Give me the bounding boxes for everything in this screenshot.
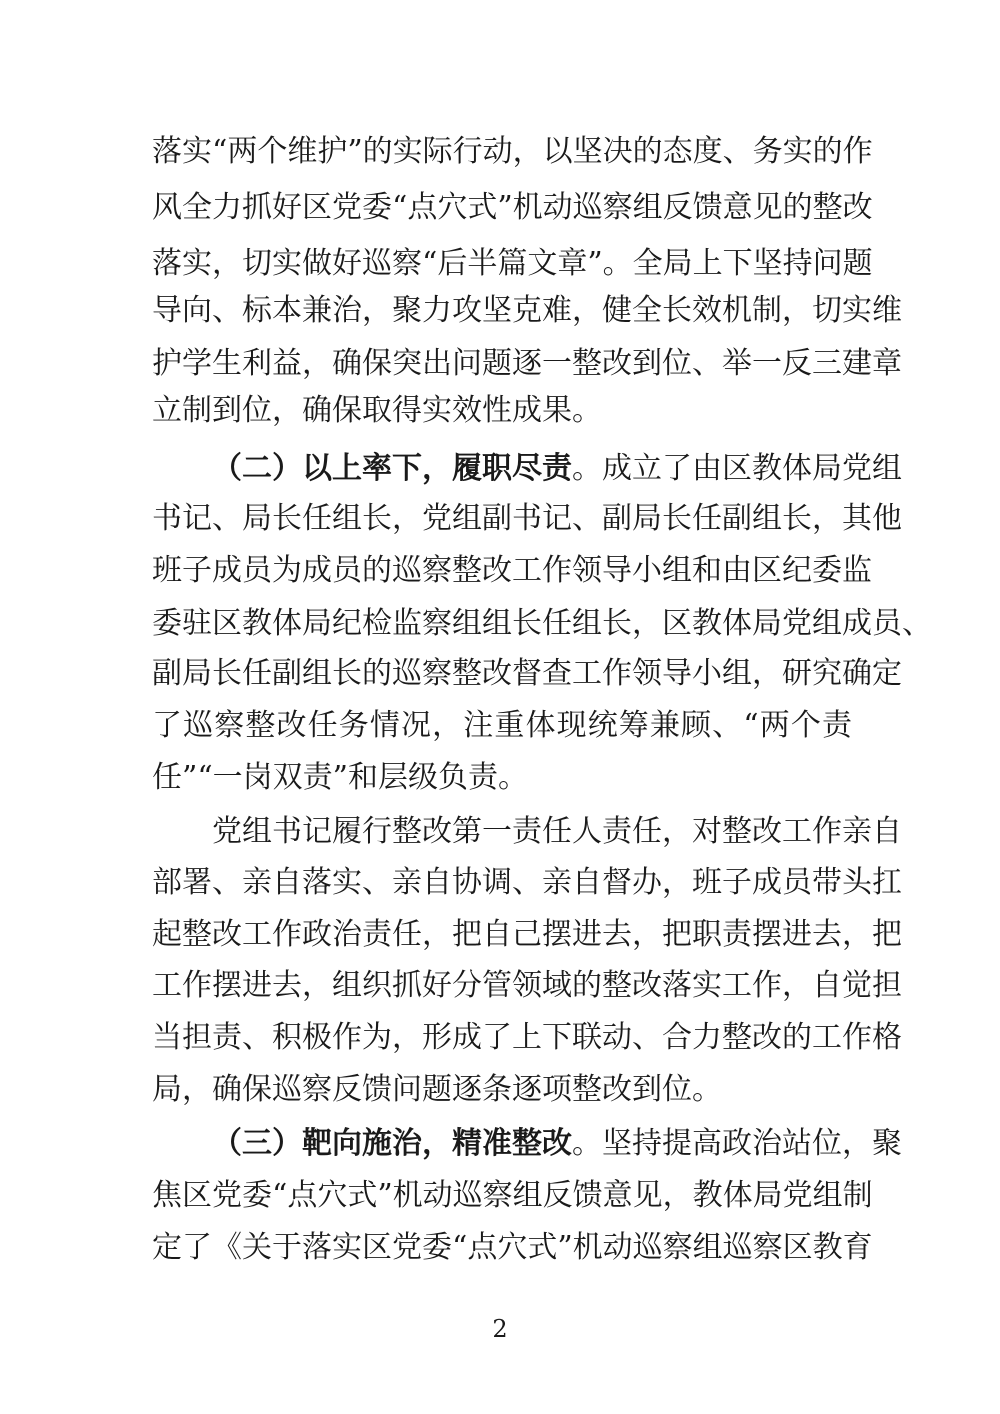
- section-heading-line: [212, 443, 902, 495]
- body-text-line: 部署、亲自落实、亲自协调、亲自督办，班子成员带头扛: [152, 865, 902, 900]
- body-text-line: 立制到位，确保取得实效性成果。: [152, 393, 602, 428]
- body-text-line: 当担责、积极作为，形成了上下联动、合力整改的工作格: [152, 1020, 902, 1055]
- body-text: 。坚持提高政治站位，聚: [572, 1126, 902, 1161]
- section-heading-line: [212, 1118, 902, 1170]
- body-text-line: 任”“一岗双责”和层级负责。: [152, 760, 529, 795]
- body-text-line: 班子成员为成员的巡察整改工作领导小组和由区纪委监: [152, 553, 872, 588]
- body-text-line: 落实“两个维护”的实际行动，以坚决的态度、务实的作: [152, 134, 873, 169]
- body-text-line: 了巡察整改任务情况，注重体现统筹兼顾、“两个责: [152, 708, 852, 743]
- body-text-line: 工作摆进去，组织抓好分管领域的整改落实工作，自觉担: [152, 968, 902, 1003]
- body-text-line: 党组书记履行整改第一责任人责任，对整改工作亲自: [212, 814, 902, 849]
- body-text-line: 书记、局长任组长，党组副书记、副局长任副组长，其他: [152, 501, 902, 536]
- body-text-line: 局，确保巡察反馈问题逐条逐项整改到位。: [152, 1072, 722, 1107]
- body-text-line: 定了《关于落实区党委“点穴式”机动巡察组巡察区教育: [152, 1230, 873, 1265]
- section-heading: （二）以上率下，履职尽责: [212, 451, 572, 486]
- body-text-line: 委驻区教体局纪检监察组组长任组长，区教体局党组成员、: [152, 606, 932, 641]
- page-number: 2: [492, 1315, 508, 1343]
- body-text-line: 风全力抓好区党委“点穴式”机动巡察组反馈意见的整改: [152, 190, 873, 225]
- body-text-line: 副局长任副组长的巡察整改督查工作领导小组，研究确定: [152, 656, 902, 691]
- body-text-line: 护学生利益，确保突出问题逐一整改到位、举一反三建章: [152, 346, 902, 381]
- body-text-line: 落实，切实做好巡察“后半篇文章”。全局上下坚持问题: [152, 246, 873, 281]
- body-text-line: 导向、标本兼治，聚力攻坚克难，健全长效机制，切实维: [152, 293, 902, 328]
- body-text-line: 起整改工作政治责任，把自己摆进去，把职责摆进去，把: [152, 917, 902, 952]
- body-text-line: 焦区党委“点穴式”机动巡察组反馈意见，教体局党组制: [152, 1178, 873, 1213]
- section-heading: （三）靶向施治，精准整改: [212, 1126, 572, 1161]
- body-text: 。成立了由区教体局党组: [572, 451, 902, 486]
